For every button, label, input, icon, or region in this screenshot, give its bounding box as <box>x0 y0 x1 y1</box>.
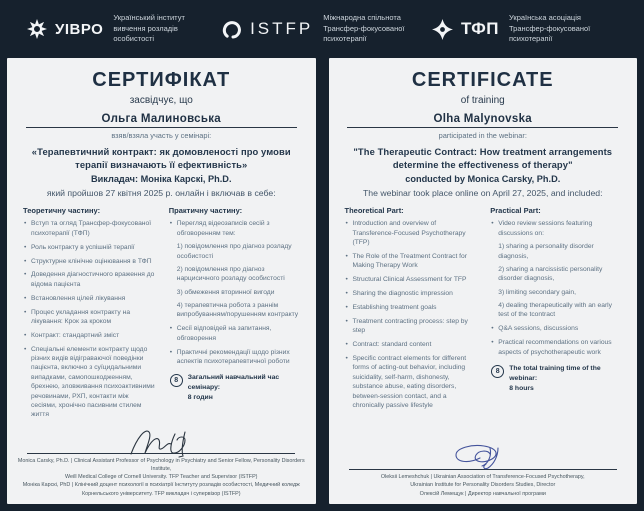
ua-practice-column <box>169 206 302 424</box>
ua-practice-lead: Перегляд відеозаписів сесій з обговоренням тем: <box>176 220 270 237</box>
en-signature-block <box>329 442 638 503</box>
ua-signature-block <box>7 426 316 504</box>
en-signature-line <box>349 469 617 470</box>
list-item: • Practical recommendations on various aspects of psychotherapeutic work <box>490 338 623 357</box>
list-item: • Практичні рекомендації щодо різних аспектів психотерапевтичної роботи <box>169 348 302 367</box>
en-practice-heading: Practical Part: <box>490 206 541 216</box>
ua-date-line: який пройшов 27 квітня 2025 р. онлайн і включав в себе: <box>46 188 276 199</box>
ua-signature-line <box>27 453 295 454</box>
en-total-label: The total training time of the webinar: <box>509 364 601 382</box>
list-item: • Introduction and overview of Transference-Focused Psychotherapy (TFP) <box>345 219 478 247</box>
list-item: • The Role of the Treatment Contract for Making Therapy Work <box>345 252 478 271</box>
numbered-sub-item: 3) обмеження вторинної вигоди <box>176 288 275 296</box>
en-total-time-row <box>490 364 623 394</box>
list-item: • Specific contract elements for different forms of acting-out behavior, including suicidality, self-harm, dishonesty, substance abuse, eating disorders, between-session contact, and a chronically passive lifestyle <box>345 354 478 410</box>
list-item: • Роль контракту в успішній терапії <box>23 243 156 252</box>
list-item: • Establishing treatment goals <box>345 303 478 312</box>
ua-practice-list <box>169 219 302 366</box>
en-recipient-name: Olha Malynovska <box>433 113 532 125</box>
clock-icon: 8 <box>491 365 504 378</box>
list-item: • Structural Clinical Assessment for TFP <box>345 275 478 284</box>
footnote-line: Ukrainian Institute for Personality Disorders Studies, Director <box>410 482 556 489</box>
header <box>0 0 644 58</box>
numbered-sub-item: 4) терапевтична робота з раннім випробуванням/порушенням контракту <box>176 302 299 319</box>
list-item: • Спеціальні елементи контракту щодо різних видів відіграваючої поведінки пацієнта, включно з суїцидальними випадками, самопошкодженням, брехнею, зловживання психоактивними речовинами, РХП, контакти між сесіями, хронічно пасивним стилем життя <box>23 345 156 420</box>
numbered-sub-item: 2) повідомлення про діагноз нарцисичного розладу особистості <box>176 265 285 283</box>
logo-tfp-name: Українська асоціація Трансфер-фокусованої психотерапії <box>508 13 591 44</box>
ua-total-value: 8 годин <box>187 393 213 401</box>
footnote-line: Oleksii Lemeshchuk | Ukrainian Association of Transference-Focused Psychotherapy, <box>380 474 585 481</box>
en-seminar-title: "The Therapeutic Contract: How treatment arrangements determine the effectiveness of therapy" <box>353 146 613 170</box>
ua-practice-heading: Практичну частину: <box>168 206 243 216</box>
en-date-line: The webinar took place online on April 27, 2025, and included: <box>362 188 603 199</box>
logo-uivro-abbr: УІВРО <box>55 20 104 38</box>
list-item: • Сесії відповідей на запитання, обговорення <box>169 324 302 343</box>
list-item: • Q&A sessions, discussions <box>490 324 623 333</box>
en-total-time-text <box>509 364 623 394</box>
en-participation-line: participated in the webinar: <box>438 131 527 140</box>
ua-total-time-row <box>169 373 302 403</box>
ua-theory-column <box>23 206 156 424</box>
ua-total-label: Загальний навчальний час семінару: <box>187 374 280 392</box>
footnote-line: Корнельського університету. TFP викладач і супервізор (ISTFP) <box>81 490 241 497</box>
certificate-en-panel <box>329 58 638 504</box>
ua-seminar-title: «Терапевтичний контракт: як домовленості про умови терапії визначають її ефективність» <box>31 146 291 170</box>
list-item: • Контракт: стандартний зміст <box>23 331 156 340</box>
certificate-panels <box>0 58 644 511</box>
footnote-line: Олексій Лемещук | Директор навчальної програми <box>419 490 546 497</box>
list-item <box>490 219 623 319</box>
certificate-ua-panel <box>7 58 316 504</box>
numbered-sub-item: 1) повідомлення про діагноз розладу особистості <box>176 243 292 260</box>
ua-participation-line: взяв/взяла участь у семінарі: <box>111 131 212 140</box>
en-subtitle: of training <box>460 95 505 106</box>
en-footnotes <box>339 473 628 497</box>
logo-tfp <box>431 13 614 45</box>
ua-theory-list <box>23 219 156 419</box>
ua-recipient-name: Ольга Малиновська <box>101 113 221 125</box>
en-recipient-underline <box>347 113 618 128</box>
numbered-sub-item: 4) dealing therapeutically with an early test of the tcontract <box>498 302 613 319</box>
head-profile-icon <box>221 18 243 40</box>
list-item: • Вступ та огляд Трансфер-фокусованої психотерапії (ТФП) <box>23 219 156 238</box>
logo-istfp-name: Міжнародна спільнота Трансфер-фокусованої психотерапії <box>323 13 405 44</box>
logo-istfp-abbr: ISTFP <box>250 19 314 38</box>
en-practice-list <box>490 219 623 357</box>
ua-columns <box>7 198 316 424</box>
en-title: CERTIFICATE <box>411 69 554 91</box>
list-item: • Treatment contracting process: step by step <box>345 317 478 336</box>
en-columns <box>329 198 638 440</box>
burst-star-icon <box>26 18 48 40</box>
ua-footnotes <box>17 457 306 498</box>
en-theory-heading: Theoretical Part: <box>344 206 404 216</box>
en-theory-list <box>345 219 478 410</box>
ua-lecturer-line: Викладач: Моніка Карскі, Ph.D. <box>90 174 232 185</box>
en-practice-lead: Video review sessions featuring discussions on: <box>498 220 593 237</box>
footnote-line: Monica Carsky, Ph.D. | Clinical Assistant Professor of Psychology in Psychiatry and Senior Fellow, Personality Disorders Institute, <box>17 458 305 473</box>
ua-total-time-text <box>188 373 302 403</box>
list-item: • Процес укладання контракту на лікування: Крок за кроком <box>23 308 156 327</box>
footnote-line: Weill Medical College of Cornell University. TFP Teacher and Supervisor (ISTFP) <box>65 474 258 481</box>
ua-theory-heading: Теоретичну частину: <box>23 206 101 216</box>
logo-istfp <box>221 13 428 45</box>
numbered-sub-item: 1) sharing a personality disorder diagnosis, <box>498 243 594 260</box>
ua-title: СЕРТИФІКАТ <box>92 69 231 91</box>
en-lecturer-line: conducted by Monica Carsky, Ph.D. <box>405 174 561 185</box>
pinwheel-star-icon <box>431 18 454 41</box>
ua-recipient-underline <box>26 113 297 128</box>
numbered-sub-item: 2) sharing a narcissistic personality disorder diagnosis, <box>498 265 603 283</box>
list-item: • Структурне клінічне оцінювання в ТФП <box>23 257 156 266</box>
list-item: • Встановлення цілей лікування <box>23 294 156 303</box>
en-theory-column <box>345 206 478 440</box>
ua-subtitle: засвідчує, що <box>129 95 193 106</box>
logo-tfp-abbr: ТФП <box>461 19 499 38</box>
list-item <box>169 219 302 319</box>
list-item: • Sharing the diagnostic impression <box>345 289 478 298</box>
list-item: • Доведення діагностичного враження до відома пацієнта <box>23 270 156 289</box>
en-practice-column <box>490 206 623 440</box>
footnote-line: Моніка Карскі, PhD | Клінічний доцент психології в психіатрії Інституту розладів особистості, Медичний коледж <box>22 482 300 489</box>
en-total-value: 8 hours <box>509 384 534 392</box>
logo-uivro-name: Український інститут вивчення розладів особистості <box>113 13 185 44</box>
list-item: • Contract: standard content <box>345 340 478 349</box>
clock-icon: 8 <box>170 374 183 387</box>
numbered-sub-item: 3) limiting secondary gain, <box>498 288 576 296</box>
logo-uivro <box>26 13 218 45</box>
